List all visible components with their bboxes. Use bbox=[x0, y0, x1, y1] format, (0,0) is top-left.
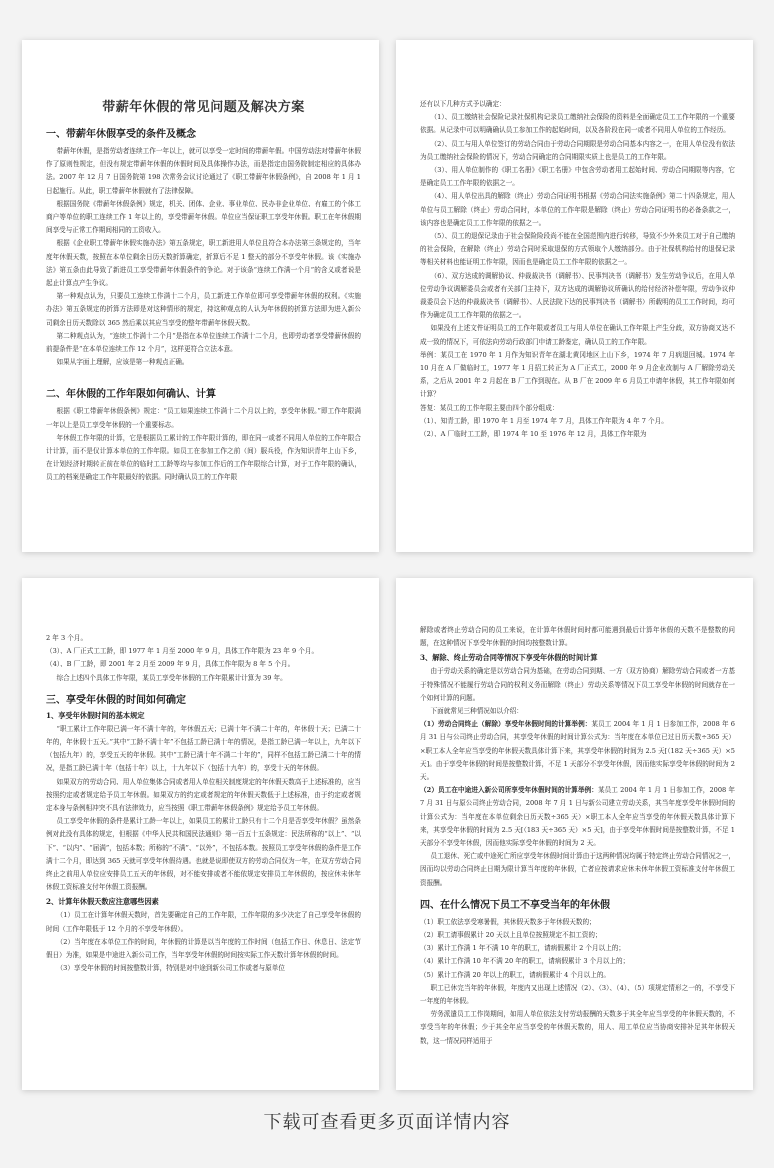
paragraph: （3）、A 厂正式工工龄，即 1977 年 1 月至 2000 年 9 月，具体工作年限为 23 年 9 个月。 bbox=[46, 647, 319, 656]
paragraph: （5）、员工的退保记录由于社会保险险段尚不能在全国范围内进行转移，导致不少外来员工对于自己缴纳的社会保险，在解除（终止）劳动合同时采取退保的方式领取个人缴纳部分。由于社保机构给付的退保记录等相关材料也能证明工作年限，因而也是确定员工工作年限的依据之一。 bbox=[420, 232, 735, 267]
paragraph: 年休假工作年限的计算，它是根据员工累计的工作年限计算的，即在同一或者不同用人单位的工作年限合计计算，而不是仅计算本单位的工作年限。如员工在参加工作之前（间）服兵役，作为知识青年上山下乡，在计划经济时期转正前在单位的临时工工龄等均与参加工作后的工作年限综合计算，对于工作年限的确认，员工的档案是确定工作年限最好的依据。同时确认员工的工作年限 bbox=[46, 433, 361, 482]
paragraph: （2）、A 厂临时工工龄，即 1974 年 10 至 1976 年 12 月，具体工作年限为 bbox=[420, 430, 647, 439]
list-item: （2）职工请事假累计 20 天以上且单位按照规定不扣工资的； bbox=[420, 931, 602, 940]
paragraph: 如果双方的劳动合同、用人单位集体合同或者用人单位相关制度规定的年休假天数高于上述标准的，应当按照约定或者规定给予员工年休假。如果双方的约定或者规定的年休假天数低于上述标准，由于约定或者规定本身与条例相冲突不具有法律效力，应当按照《职工带薪年休假条例》规定给予员工年休假。 bbox=[46, 777, 361, 813]
subsection-heading: 2、计算年休假天数应注意哪些因素 bbox=[46, 897, 159, 907]
paragraph: （1）、员工缴纳社会保险记录社保机构记录员工缴纳社会保险的资料是全面确定员工工作年限的一个重要依据。从记录中可以明确确认员工参加工作的起始时间，以及各阶段在同一或者不同用人单位的工作经历。 bbox=[420, 113, 735, 135]
paragraph: 举例：某员工在 1970 年 1 月作为知识青年在湖北黄冈地区上山下乡，1974 年 7 月病退回城。1974 年 10 月在 A 厂做临时工，1977 年 1 月招工转正为 A 厂正式工，2000 年 9 月企业改制与 A 厂解除劳动关系，之后从 2001 年 2 月起在 B 厂工作到现在。从 B 厂在 2009 年 6 月员工申请年休假，其工作年限如何计算？ bbox=[420, 350, 735, 399]
paragraph: 下面就常见三种情况如以介绍： bbox=[430, 707, 523, 716]
paragraph: 根据《职工带薪年休假条例》规定：“员工如果连续工作满十二个月以上的，享受年休假。”即工作年限满一年以上是员工享受年休假的一个重要标志。 bbox=[46, 407, 361, 429]
section-heading-3: 三、享受年休假的时间如何确定 bbox=[46, 694, 186, 706]
paragraph: 劳务派遣员工工作岗期间，如用人单位依法支付劳动报酬的天数多于其全年应当享受的年休假天数的，不享受当年的年休假；少于其全年应当享受的年休假天数的，用人、用工单位应当协商安排补足其年休假天数，这一情况同样适用于 bbox=[420, 1010, 735, 1045]
paragraph: （3）享受年休假的时间按整数计算，特别是对中途到新公司工作或者与原单位 bbox=[56, 964, 285, 973]
document-page-1 bbox=[22, 40, 379, 552]
paragraph: 解除或者终止劳动合同的员工来说，在计算年休假时间时都可能遇到最后计算年休假的天数不是整数的问题，在这种情况下享受年休假的时间均按整数计算。 bbox=[420, 626, 735, 648]
subsection-heading: 3、解除、终止劳动合同等情况下享受年休假的时间计算 bbox=[420, 653, 598, 663]
paragraph: 2 年 3 个月。 bbox=[46, 634, 88, 642]
paragraph: 由于劳动关系的确定是以劳动合同为基础，在劳动合同到期、一方（双方协商）解除劳动合同或者一方基于特殊情况不能履行劳动合同的权利义务而解除（终止）劳动关系等情况下员工享受年休假的时间就存在一个如何计算的问题。 bbox=[420, 667, 735, 702]
paragraph: 第一种观点认为，只要员工连续工作满十二个月，员工新进工作单位即可享受带薪年休假的权利。《实施办法》第五条规定的折算方法即是对这种情形的规定，持这种观点的人认为年休假的折算方法即为进入新公司剩余日历天数除以 365 然后乘以其应当享受的整年带薪年休假天数。 bbox=[46, 292, 361, 327]
paragraph: （1）、知青工龄，即 1970 年 1 月至 1974 年 7 月，具体工作年限为 4 年 7 个月。 bbox=[420, 416, 668, 425]
paragraph: 根据《企业职工带薪年休假实施办法》第五条规定，职工新进用人单位且符合本办法第三条规定的，当年度年休假天数，按照在本单位剩余日历天数折算确定，折算后不足 1 整天的部分不享受年休假。该《实施办法》第五条由此导致了新进员工享受带薪年休假条件的争论。对于该条“连续工作满一个月”的含义或者说是起止计算点产生争议。 bbox=[46, 239, 361, 288]
document-page-3 bbox=[22, 578, 379, 1090]
case-text: 某员工 2004 年 1 月 1 日参加工作，2008 年 7 月 31 日与原公司终止劳动合同，2008 年 7 月 1 日与新公司建立劳动关系，其当年度享受年休假时间的计算公式为：当年度在本单位剩余日历天数÷365 天）×职工本人全年应当享受的年休假天数具体计算下来，其享受年休假的时间为 2.5 天[（183 天÷365 天）×5 天]，由于享受年休假时间是按整数计算，不足 1 天部分不享受年休假，因而他实际享受年休假的时间为 2 天。 bbox=[420, 786, 736, 848]
paragraph: 根据国务院《带薪年休假条例》规定，机关、团体、企业、事业单位、民办非企业单位、有雇工的个体工商户等单位的职工连续工作 1 年以上的，享受带薪年休假。单位应当保证职工享受年休假。职工在年休假期间享受与正常工作期间相同的工资收入。 bbox=[46, 199, 361, 235]
paragraph: 员工享受年休假的条件是累计工龄一年以上，如果员工的累计工龄只有十二个月是否享受年休假？虽然条例对此没有具体的规定，但根据《中华人民共和国民法通则》第一百五十五条规定：民法所称的“以上”、“以下”、“以内”、“届满”，包括本数；所称的“不满”、“以外”，不包括本数。按照员工享受年休假的条件是工作满十二个月，即达到 365 天就可享受年休假待遇。也就是说即使双方的劳动合同仅为一年，在双方劳动合同终止之前用人单位应安排员工五天的年休假，对不能安排或者不能依规定安排员工年休假的，按应休未休年休假工资标准支付年休假工资报酬。 bbox=[46, 817, 361, 892]
paragraph bbox=[420, 718, 735, 784]
section-heading-2: 二、年休假的工作年限如何确认、计算 bbox=[46, 389, 216, 401]
paragraph: 员工退休、死亡或中途死亡所应享受年休假时间计算由于这两种情况均属于特定终止劳动合同情况之一，因而均以劳动合同终止日期为限计算当年度的年休假，亡者应按请求应休未休年休假工资标准支付年休假工资报酬。 bbox=[420, 852, 735, 887]
paragraph: （3）、用人单位制作的《职工名册》《职工名册》中包含劳动者用工起始时间、劳动合同期限等内容，它是确定员工工作年限的依据之一。 bbox=[420, 166, 735, 188]
paragraph: 还有以下几种方式予以确定： bbox=[420, 100, 506, 108]
paragraph: 答复：某员工的工作年限主要由四个部分组成： bbox=[420, 403, 559, 412]
paragraph: （6）、双方达成的调解协议、仲裁裁决书（调解书）、民事判决书（调解书）发生劳动争议后，在用人单位劳动争议调解委员会或者有关部门主持下，双方达成的调解协议所确认的给付经济补偿年限，劳动争议仲裁委员会下达的仲裁裁决书（调解书）、人民法院下达的民事判决书（调解书）所载明的员工工作时间，均可作为确定员工工作年限的依据之一。 bbox=[420, 271, 735, 320]
subsection-heading: 1、享受年休假时间的基本规定 bbox=[46, 710, 145, 720]
paragraph: 综合上述四个具体工作年限，某员工享受年休假的工作年限累计计算为 39 年。 bbox=[56, 673, 287, 682]
list-item: （4）累计工作满 10 年不满 20 年的职工，请病假累计 3 个月以上的； bbox=[420, 957, 630, 966]
paragraph: 带薪年休假，是指劳动者连续工作一年以上，就可以享受一定时间的带薪年假。中国劳动法对带薪年休假作了原则性规定，但没有规定带薪年休假的休假时间及具体操作办法，而是指定由国务院制定相应的具体办法。2007 年 12 月 7 日国务院第 198 次常务会议讨论通过了《职工带薪年休假条例》，自 2008 年 1 月 1 日起施行。从此，职工带薪年休假就有了法律保障。 bbox=[46, 147, 361, 195]
download-prompt-text[interactable]: 下载可查看更多页面详情内容 bbox=[263, 1112, 511, 1133]
section-heading-4: 四、在什么情况下员工不享受当年的年休假 bbox=[420, 899, 610, 911]
document-title: 带薪年休假的常见问题及解决方案 bbox=[102, 100, 305, 115]
paragraph: 第二种观点认为，“连续工作满十二个月”是指在本单位连续工作满十二个月，也即劳动者享受带薪休假的前提条件是“在本单位连续工作 12 个月”，这样更符合立法本意。 bbox=[46, 331, 361, 354]
paragraph: （4）、B 厂工龄，即 2001 年 2 月至 2009 年 9 月，具体工作年限为 8 年 5 个月。 bbox=[46, 660, 295, 669]
case-heading: （2）员工在中途进入新公司所享受年休假时间的计算举例： bbox=[420, 786, 598, 795]
list-item: （1）职工依法享受寒暑假，其休假天数多于年休假天数的； bbox=[420, 917, 596, 926]
section-heading-1: 一、带薪年休假享受的条件及概念 bbox=[46, 129, 196, 140]
paragraph: （1）员工在计算年休假天数时，首先要确定自己的工作年限，工作年限的多少决定了自己享受年休假的时间（工作年限低于 12 个月的不享受年休假）。 bbox=[46, 911, 361, 933]
paragraph: “职工累计工作年限已满一年不满十年的，年休假五天；已满十年不满二十年的，年休假十天；已满二十年的，年休假十五天。”其中“工龄不满十年”不包括工龄已满十年的情况，是指工龄已满一年以上，九年以下（包括九年）的，享受五天的年休假。其中“工龄已满十年不满二十年的”，同样不包括工龄已满二十年的情况，是指工龄已满十年（包括十年）以上，十九年以下（包括十九年）的，享受十天的年休假。 bbox=[46, 724, 361, 773]
case-heading: （1）劳动合同终止（解除）享受年休假时间的计算举例： bbox=[420, 720, 592, 729]
paragraph: （2）、员工与用人单位签订的劳动合同由于劳动合同期限是劳动合同基本内容之一，在用人单位没有依法为员工缴纳社会保险的情况下，劳动合同确定的合同期限实质上也是员工的工作年限。 bbox=[420, 139, 735, 161]
paragraph bbox=[420, 784, 735, 850]
paragraph: 职工已休完当年的年休假，年度内又出现上述情况（2）、（3）、（4）、（5）项规定情形之一的，不享受下一年度的年休假。 bbox=[420, 983, 735, 1006]
document-page-4 bbox=[396, 578, 753, 1090]
document-page-2 bbox=[396, 40, 753, 552]
paragraph: 如果没有上述文件证明员工的工作年限或者员工与用人单位在确认工作年限上产生分歧，双方协商又达不成一致的情况下，可依法向劳动行政部门申请工龄鉴定，确认员工的工作年限。 bbox=[420, 324, 735, 346]
paragraph: （4）、用人单位出具的解除（终止）劳动合同证明书根据《劳动合同法实施条例》第二十四条规定，用人单位与员工解除（终止）劳动合同时，本单位的工作年限是解除（终止）劳动合同证明书的必备条款之一，该内容也是确定员工工作年限的依据之一。 bbox=[420, 192, 735, 227]
list-item: （5）累计工作满 20 年以上的职工，请病假累计 4 个月以上的。 bbox=[420, 970, 611, 979]
paragraph: 如果从字面上理解，应该是第一种观点正确。 bbox=[56, 358, 189, 367]
paragraph: （2）当年度在本单位工作的时间，年休假的计算是以当年度的工作时间（包括工作日、休息日、法定节假日）为准，如果是中途进入新公司工作，当年享受年休假的时间按实际工作天数计算年休假的时间。 bbox=[46, 937, 361, 960]
case-text: 某员工 2004 年 1 月 1 日参加工作，2008 年 6 月 31 日与公司终止劳动合同，其享受年休假的时间计算公式为：当年度在本单位已过日历天数÷365 天）×职工本人全年应当享受的年休假天数具体计算下来，其享受年休假的时间为 2.5 天[（182 天÷365 天）×5 天]。由于享受年休假的时间是按整数计算，不足 1 天部分不享受年休假，因而他实际享受年休假的时间为 2 天。 bbox=[420, 720, 735, 782]
list-item: （3）累计工作满 1 年不满 10 年的职工，请病假累计 2 个月以上的； bbox=[420, 944, 625, 953]
